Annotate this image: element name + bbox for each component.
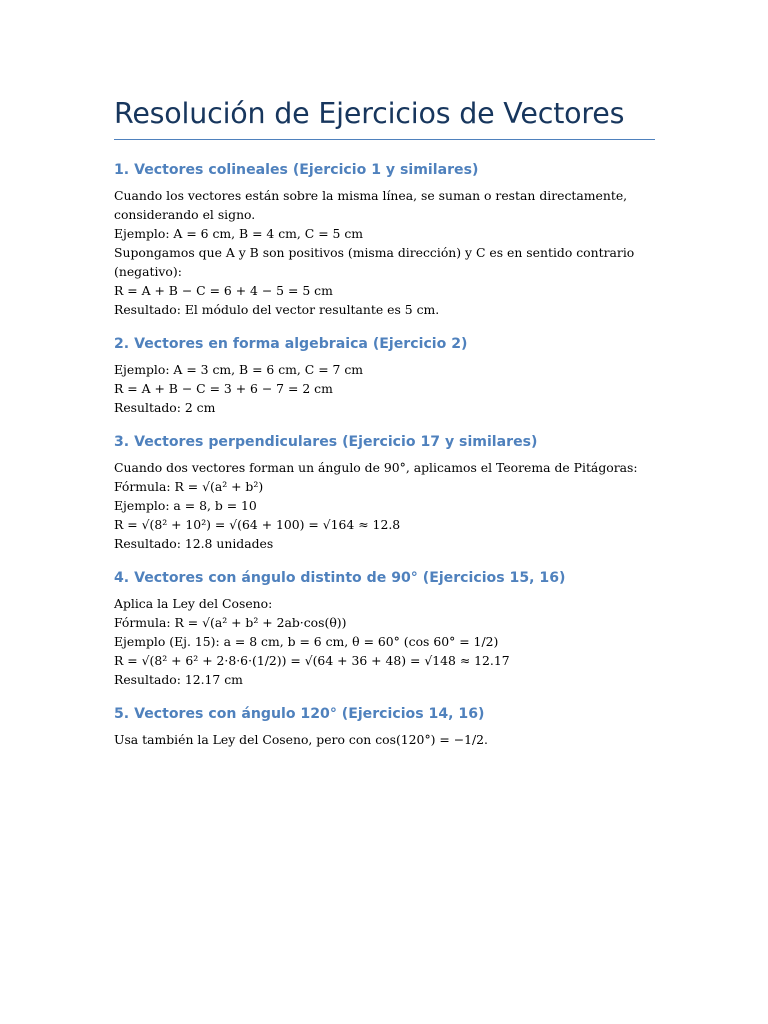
example-line: Ejemplo: A = 3 cm, B = 6 cm, C = 7 cm [114, 362, 364, 377]
paragraph-line: (negativo): [114, 264, 182, 279]
result-line: Resultado: 12.17 cm [114, 672, 243, 687]
section-perpendicular-vectors [114, 430, 656, 553]
paragraph-line: Supongamos que A y B son positivos (misma dirección) y C es en sentido contrario [114, 245, 635, 260]
formula-line: R = √(8² + 6² + 2·8·6·(1/2)) = √(64 + 36 + 48) = √148 ≈ 12.17 [114, 653, 510, 668]
section-heading: 2. Vectores en forma algebraica (Ejercicio 2) [114, 336, 468, 352]
section-heading: 3. Vectores perpendiculares (Ejercicio 17 y similares) [114, 434, 538, 450]
document-body [114, 158, 656, 749]
formula-line: Fórmula: R = √(a² + b² + 2ab·cos(θ)) [114, 615, 347, 630]
section-120-degree-vectors [114, 702, 656, 749]
result-line: Resultado: 2 cm [114, 400, 216, 415]
paragraph-line: Aplica la Ley del Coseno: [114, 596, 273, 611]
section-non-right-angle-vectors [114, 566, 656, 689]
result-line: Resultado: 12.8 unidades [114, 536, 274, 551]
example-line: Ejemplo: a = 8, b = 10 [114, 498, 257, 513]
section-collinear-vectors [114, 158, 656, 319]
title-underline [114, 139, 655, 140]
paragraph-line: considerando el signo. [114, 207, 256, 222]
formula-line: R = A + B − C = 3 + 6 − 7 = 2 cm [114, 381, 333, 396]
paragraph-line: Cuando dos vectores forman un ángulo de 90°, aplicamos el Teorema de Pitágoras: [114, 460, 638, 475]
formula-line: R = √(8² + 10²) = √(64 + 100) = √164 ≈ 12.8 [114, 517, 401, 532]
section-heading: 1. Vectores colineales (Ejercicio 1 y similares) [114, 162, 479, 178]
section-heading: 4. Vectores con ángulo distinto de 90° (Ejercicios 15, 16) [114, 570, 566, 586]
section-heading: 5. Vectores con ángulo 120° (Ejercicios 14, 16) [114, 706, 485, 722]
paragraph-line: Usa también la Ley del Coseno, pero con cos(120°) = −1/2. [114, 732, 488, 747]
example-line: Ejemplo: A = 6 cm, B = 4 cm, C = 5 cm [114, 226, 364, 241]
example-line: Ejemplo (Ej. 15): a = 8 cm, b = 6 cm, θ = 60° (cos 60° = 1/2) [114, 634, 499, 649]
paragraph-line: Cuando los vectores están sobre la misma línea, se suman o restan directamente, [114, 188, 628, 203]
section-algebraic-vectors [114, 332, 656, 417]
document-title: Resolución de Ejercicios de Vectores [114, 97, 625, 130]
formula-line: R = A + B − C = 6 + 4 − 5 = 5 cm [114, 283, 333, 298]
result-line: Resultado: El módulo del vector resultante es 5 cm. [114, 302, 440, 317]
formula-line: Fórmula: R = √(a² + b²) [114, 479, 264, 494]
